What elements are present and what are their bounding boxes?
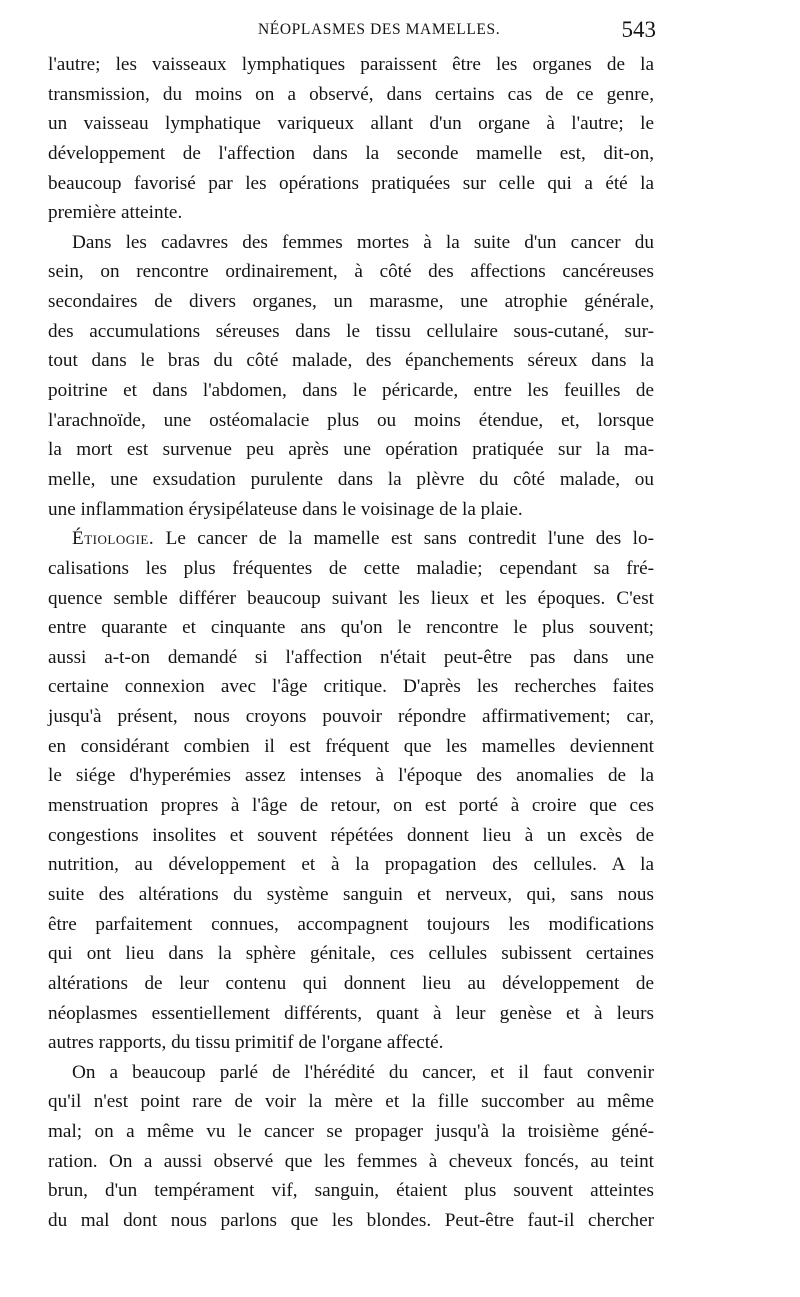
text-line: du mal dont nous parlons que les blondes. Peut-être faut-il chercher xyxy=(48,1209,654,1231)
text-line: suite des altérations du système sanguin et nerveux, qui, sans nous xyxy=(48,883,654,905)
text-line: secondaires de divers organes, un marasme, une atrophie générale, xyxy=(48,291,654,313)
running-title: NÉOPLASMES DES MAMELLES. xyxy=(258,21,501,38)
text-line: menstruation propres à l'âge de retour, on est porté à croire que ces xyxy=(48,795,654,817)
running-head xyxy=(0,10,800,50)
text-line: qu'il n'est point rare de voir la mère et la fille succomber au même xyxy=(48,1091,654,1113)
text-line: la mort est survenue peu après une opération pratiquée sur la ma- xyxy=(48,439,654,461)
text-line: être parfaitement connues, accompagnent toujours les modifications xyxy=(48,913,654,935)
text-line: brun, d'un tempérament vif, sanguin, étaient plus souvent atteintes xyxy=(48,1180,654,1202)
text-line: poitrine et dans l'abdomen, dans le péricarde, entre les feuilles de xyxy=(48,380,654,402)
text-line: beaucoup favorisé par les opérations pratiquées sur celle qui a été la xyxy=(48,172,654,194)
text-line: tout dans le bras du côté malade, des épanchements séreux dans la xyxy=(48,350,654,372)
text-line: en considérant combien il est fréquent que les mamelles deviennent xyxy=(48,735,654,757)
body-text xyxy=(48,50,654,1236)
text-line: le siége d'hyperémies assez intenses à l'époque des anomalies de la xyxy=(48,765,654,787)
text-line: nutrition, au développement et à la propagation des cellules. A la xyxy=(48,854,654,876)
etiologie-text: Le cancer de la mamelle est sans contredit l'une des lo- xyxy=(165,528,654,550)
text-line: l'arachnoïde, une ostéomalacie plus ou moins étendue, et, lorsque xyxy=(48,409,654,431)
etiologie-heading: Étiologie. xyxy=(72,528,155,550)
text-line: transmission, du moins on a observé, dans certains cas de ce genre, xyxy=(48,83,654,105)
text-line: entre quarante et cinquante ans qu'on le rencontre le plus souvent; xyxy=(48,617,654,639)
text-line: qui ont lieu dans la sphère génitale, ces cellules subissent certaines xyxy=(48,943,654,965)
text-line: mal; on a même vu le cancer se propager jusqu'à la troisième géné- xyxy=(48,1121,654,1143)
text-line: sein, on rencontre ordinairement, à côté des affections cancéreuses xyxy=(48,261,654,283)
text-line: calisations les plus fréquentes de cette maladie; cependant sa fré- xyxy=(48,557,654,579)
text-line: quence semble différer beaucoup suivant les lieux et les époques. C'est xyxy=(48,587,654,609)
text-line: jusqu'à présent, nous croyons pouvoir répondre affirmativement; car, xyxy=(48,706,654,728)
text-line-etiologie xyxy=(48,524,654,554)
text-line: développement de l'affection dans la seconde mamelle est, dit-on, xyxy=(48,142,654,164)
text-line: Dans les cadavres des femmes mortes à la suite d'un cancer du xyxy=(72,231,654,253)
text-line: aussi a-t-on demandé si l'affection n'était peut-être pas dans une xyxy=(48,646,654,668)
text-line: un vaisseau lymphatique variqueux allant d'un organe à l'autre; le xyxy=(48,113,654,135)
text-line: autres rapports, du tissu primitif de l'organe affecté. xyxy=(48,1032,444,1054)
text-line: melle, une exsudation purulente dans la plèvre du côté malade, ou xyxy=(48,468,654,490)
text-line: congestions insolites et souvent répétées donnent lieu à un excès de xyxy=(48,824,654,846)
text-line: l'autre; les vaisseaux lymphatiques paraissent être les organes de la xyxy=(48,54,654,75)
text-line: certaine connexion avec l'âge critique. D'après les recherches faites xyxy=(48,676,654,698)
text-line: On a beaucoup parlé de l'hérédité du cancer, et il faut convenir xyxy=(72,1061,654,1083)
text-line: néoplasmes essentiellement différents, quant à leur genèse et à leurs xyxy=(48,1002,654,1024)
text-line: des accumulations séreuses dans le tissu cellulaire sous-cutané, sur- xyxy=(48,320,654,342)
page-number: 543 xyxy=(621,17,656,42)
text-line: altérations de leur contenu qui donnent lieu au développement de xyxy=(48,972,654,994)
text-line: première atteinte. xyxy=(48,202,183,224)
text-line: une inflammation érysipélateuse dans le voisinage de la plaie. xyxy=(48,498,523,520)
text-line: ration. On a aussi observé que les femmes à cheveux foncés, au teint xyxy=(48,1150,654,1172)
